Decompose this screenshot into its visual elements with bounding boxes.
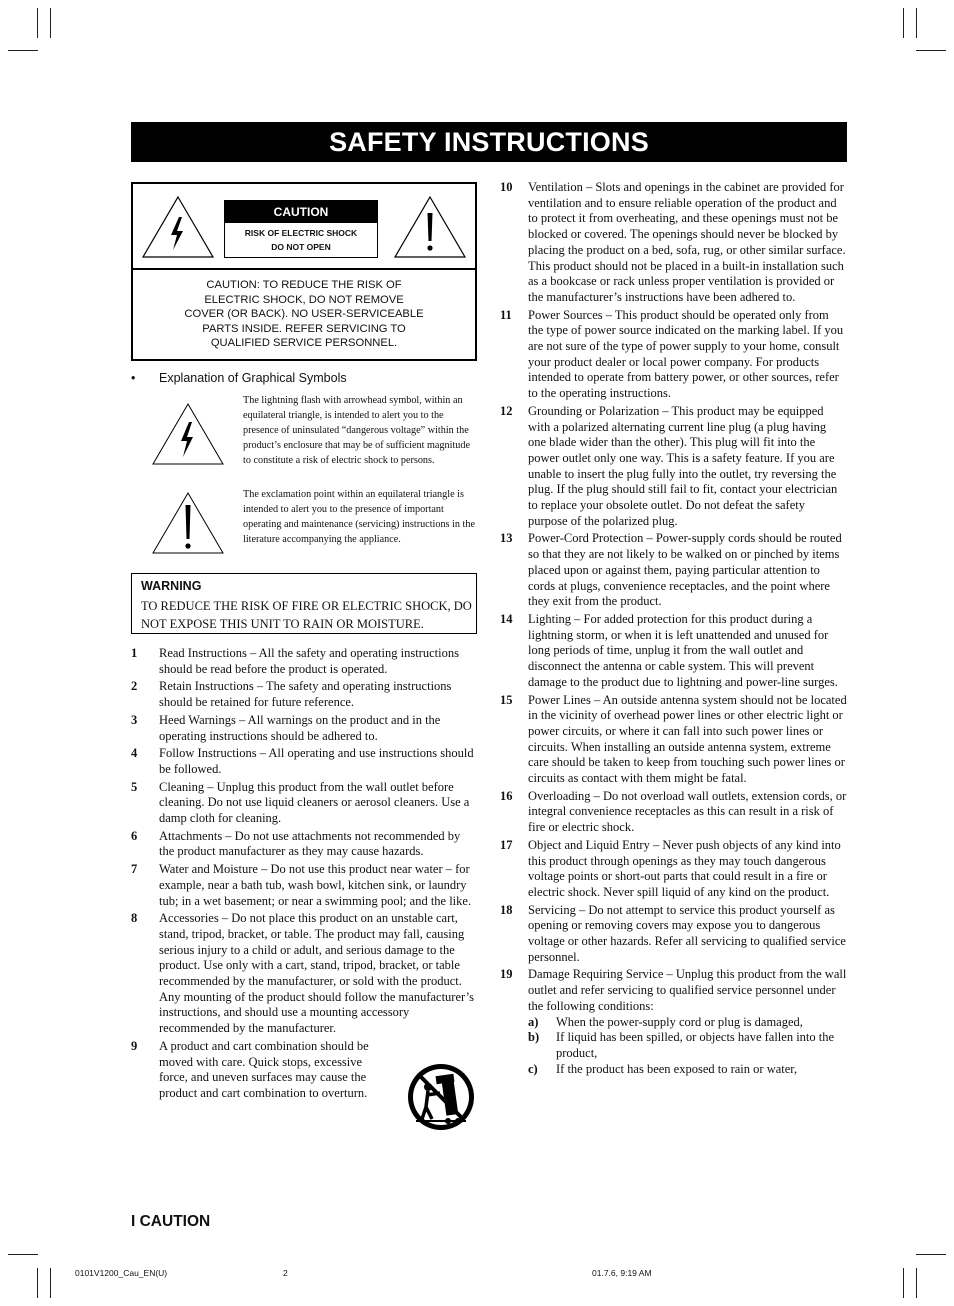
list-item (500, 404, 847, 530)
list-item (500, 838, 847, 901)
item-number: 19 (500, 967, 513, 982)
bullet: • (131, 371, 136, 385)
list-item (500, 308, 847, 402)
item-text: A product and cart combination should be moved with care. Quick stops, excessive force, and uneven surfaces may cause the product and cart combination to overturn. (159, 1038, 369, 1100)
item-text: Heed Warnings – All warnings on the product and in the operating instructions should be adhered to. (159, 712, 441, 743)
exclamation-triangle-icon (393, 195, 467, 259)
item-text: Overloading – Do not overload wall outlets, extension cords, or integral convenience receptacles as this can result in a risk of fire or electric shock. (528, 788, 847, 835)
explanation-heading (131, 371, 347, 385)
slug-file: 0101V1200_Cau_EN(U) (75, 1268, 168, 1278)
right-instruction-list (500, 180, 847, 1077)
sub-item-letter: c) (528, 1061, 538, 1076)
list-item (131, 746, 477, 777)
item-number: 18 (500, 902, 513, 917)
caution-label-line: DO NOT OPEN (271, 242, 331, 252)
caution-text (143, 278, 465, 351)
list-item (500, 612, 847, 691)
item-text: Retain Instructions – The safety and operating instructions should be retained for future reference. (159, 679, 452, 710)
item-text: Read Instructions – All the safety and operating instructions should be read before the product is operated. (159, 646, 459, 676)
crop-mark (916, 50, 946, 51)
item-number: 10 (500, 180, 513, 194)
sub-item-letter: a) (528, 1014, 539, 1029)
sub-item-text: When the power-supply cord or plug is damaged, (556, 1014, 803, 1029)
list-item (131, 679, 477, 710)
item-number: 14 (500, 611, 513, 626)
item-text: Grounding or Polarization – This product may be equipped with a polarized alternating current line plug (a plug having one blade wider than the other). This plug will fit into the power outlet only one way. This is a safety feature. If you are unable to insert the plug fully into the outlet, try reversing the plug. If the plug should still fail to fit, contact your electrician to replace your obsolete outlet. Do not defeat the safety purpose of the polarized plug. (528, 403, 838, 528)
item-number: 17 (500, 837, 513, 852)
caution-label-sub (225, 223, 377, 254)
item-number: 1 (131, 646, 138, 660)
crop-mark (8, 1254, 38, 1255)
item-number: 12 (500, 403, 513, 418)
sub-item-text: If the product has been exposed to rain or water, (556, 1061, 798, 1076)
crop-mark (37, 1268, 38, 1298)
list-item (500, 531, 847, 610)
item-text: Lighting – For added protection for this product during a lightning storm, or when it is left unattended and unused for long periods of time, unplug it from the wall outlet and disconnect the antenna or cable system. This will prevent damage to the product due to lightning and power-line surges. (528, 611, 838, 689)
caution-line: CAUTION: TO REDUCE THE RISK OF (206, 279, 402, 291)
crop-mark (916, 1268, 917, 1298)
caution-line: COVER (OR BACK). NO USER-SERVICEABLE (184, 308, 424, 321)
list-item (500, 903, 847, 966)
list-item (131, 780, 477, 827)
list-item (131, 911, 477, 1037)
item-text: Water and Moisture – Do not use this product near water – for example, near a bath tub, wash bowl, kitchen sink, or laundry tub; in a wet basement; or near a swimming pool; and the like. (159, 862, 472, 908)
caution-label-heading: CAUTION (225, 201, 377, 223)
lightning-triangle-icon (141, 195, 215, 259)
crop-mark (50, 1268, 51, 1298)
exclamation-symbol-text: The exclamation point within an equilateral triangle is intended to alert you to the presence of important operating and maintenance (servicing) instructions in the literature accompanying the appliance. (243, 489, 475, 545)
caution-label (224, 200, 378, 258)
caution-label-line: RISK OF ELECTRIC SHOCK (244, 228, 358, 238)
item-number: 4 (131, 746, 138, 761)
item-text: Accessories – Do not place this product on an unstable cart, stand, tripod, bracket, or table. The product may fall, causing serious injury to a child or adult, and serious damage to the product. Use only with a cart, stand, tripod, bracket, or table recommended by the manufacturer, or sold with the product. Any mounting of the product should follow the manufacturer’s instructions, and should use a mounting accessory recommended by the manufacturer. (159, 911, 474, 1036)
item-number: 6 (131, 828, 138, 843)
crop-mark (50, 8, 51, 38)
item-text: Damage Requiring Service – Unplug this product from the wall outlet and refer servicing to qualified service personnel under the following conditions: (528, 967, 847, 1013)
item-number: 2 (131, 679, 138, 694)
crop-mark (37, 8, 38, 38)
caution-symbol-row (133, 184, 475, 270)
list-item (500, 180, 847, 306)
item-text: Servicing – Do not attempt to service this product yourself as opening or removing covers may expose you to dangerous voltage or other hazards. Refer all servicing to qualified service personnel. (528, 902, 846, 964)
item-text: Power Lines – An outside antenna system should not be located in the vicinity of overhead power lines or other electric light or power circuits, or where it can fall into such power lines or circuits. When installing an outside antenna system, extreme care should be taken to keep from touching such power lines or circuits as contact with them might be fatal. (528, 692, 847, 786)
list-item (131, 862, 477, 909)
warning-text: TO REDUCE THE RISK OF FIRE OR ELECTRIC SHOCK, DO NOT EXPOSE THIS UNIT TO RAIN OR MOISTURE. (141, 599, 472, 631)
item-text: Ventilation – Slots and openings in the cabinet are provided for ventilation and to ensure reliable operation of the product and to protect it from overheating, and these openings must not be blocked or covered. The openings should never be blocked by placing the product on a bed, sofa, rug, or other similar surface. This product should not be placed in a built-in installation such as a bookcase or rack unless proper ventilation is provided or the manufacturer’s instructions have been adhered to. (528, 180, 846, 304)
crop-mark (903, 8, 904, 38)
item-text: Power Sources – This product should be operated only from the type of power source indicated on the marking label. If you are not sure of the type of power supply to your home, consult your product dealer or local power company. For products intended to operate from battery power, or other sources, refer to the operating instructions. (528, 307, 844, 401)
caution-box (131, 182, 477, 361)
list-item (131, 646, 477, 677)
item-number: 7 (131, 862, 138, 877)
item-text: Follow Instructions – All operating and use instructions should be followed. (159, 746, 474, 776)
list-item (131, 1039, 385, 1102)
warning-heading: WARNING (141, 579, 202, 593)
item-number: 15 (500, 692, 513, 707)
item-number: 8 (131, 911, 138, 926)
list-item (131, 829, 477, 860)
explanation-title: Explanation of Graphical Symbols (159, 371, 347, 385)
sub-item-letter: b) (528, 1030, 540, 1045)
lightning-symbol-text: The lightning flash with arrowhead symbol, within an equilateral triangle, is intended to alert you to the presence of uninsulated “dangerous voltage” within the product’s enclosure that may be of sufficient magnitude to constitute a risk of electric shock to persons. (243, 395, 470, 466)
exclamation-triangle-icon (151, 491, 225, 555)
crop-mark (8, 50, 38, 51)
crop-mark (916, 1254, 946, 1255)
warning-box (131, 573, 477, 634)
item-number: 16 (500, 788, 513, 803)
cart-tipover-icon (406, 1063, 476, 1131)
slug-date: 01.7.6, 9:19 AM (592, 1268, 652, 1278)
caution-line: PARTS INSIDE. REFER SERVICING TO (202, 322, 406, 335)
sub-item-text: If liquid has been spilled, or objects have fallen into the product, (556, 1030, 835, 1060)
list-item (500, 967, 847, 1014)
list-item (500, 789, 847, 836)
item-number: 13 (500, 531, 513, 546)
item-number: 9 (131, 1038, 138, 1053)
item-text: Power-Cord Protection – Power-supply cords should be routed so that they are not likely to be walked on or pinched by items placed upon or against them, paying particular attention to cords at plugs, convenience receptacles, and the point where they exit from the product. (528, 531, 842, 609)
slug-page: 2 (283, 1268, 288, 1278)
list-item (131, 713, 477, 744)
item-text: Object and Liquid Entry – Never push objects of any kind into this product through openings as they may touch dangerous voltage points or short-out parts that could result in a fire or electric shock. Never spill liquid of any kind on the product. (528, 837, 841, 899)
item-number: 11 (500, 307, 512, 322)
page-title: SAFETY INSTRUCTIONS (131, 122, 847, 162)
section-footer: I CAUTION (131, 1213, 211, 1230)
item-number: 3 (131, 712, 138, 727)
item-text: Attachments – Do not use attachments not recommended by the product manufacturer as they may cause hazards. (159, 828, 461, 859)
left-instruction-list (131, 646, 477, 1102)
caution-line: ELECTRIC SHOCK, DO NOT REMOVE (204, 293, 404, 306)
sub-list-item (528, 1015, 847, 1031)
sub-list-item (528, 1062, 847, 1078)
sub-list-item (528, 1030, 847, 1061)
crop-mark (903, 1268, 904, 1298)
item-number: 5 (131, 779, 138, 794)
item-text: Cleaning – Unplug this product from the wall outlet before cleaning. Do not use liquid cleaners or aerosol cleaners. Use a damp cloth for cleaning. (159, 779, 470, 826)
lightning-triangle-icon (151, 402, 225, 466)
sub-item-list (500, 1015, 847, 1078)
crop-mark (916, 8, 917, 38)
caution-line: QUALIFIED SERVICE PERSONNEL. (210, 337, 398, 350)
list-item (500, 693, 847, 787)
